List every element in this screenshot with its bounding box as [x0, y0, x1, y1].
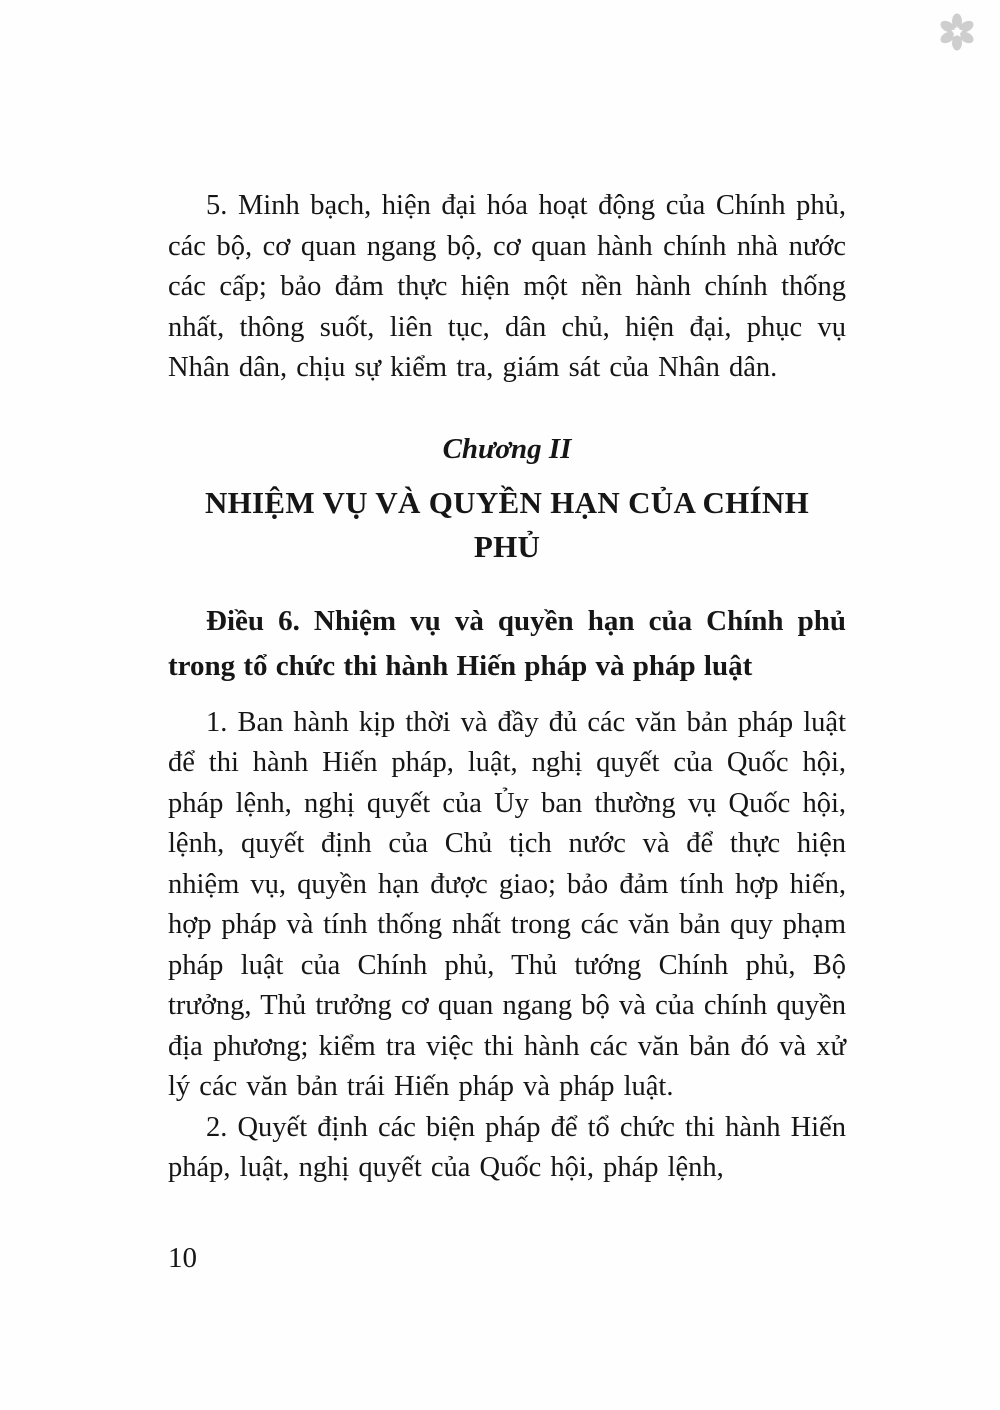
florette-icon: [938, 13, 976, 51]
paragraph-clause-5: 5. Minh bạch, hiện đại hóa hoạt động của Chính phủ, các bộ, cơ quan ngang bộ, cơ quan hành chính nhà nước các cấp; bảo đảm thực hiện một nền hành chính thống nhất, thông suốt, liên tục, dân chủ, hiện đại, phục vụ Nhân dân, chịu sự kiểm tra, giám sát của Nhân dân.: [168, 190, 846, 383]
article-6-heading: Điều 6. Nhiệm vụ và quyền hạn của Chính phủ trong tổ chức thi hành Hiến pháp và pháp luật: [168, 604, 846, 682]
page-number: 10: [168, 1242, 197, 1274]
chapter-label: Chương II: [442, 432, 572, 465]
text-column: [168, 186, 846, 1189]
chapter-title: NHIỆM VỤ VÀ QUYỀN HẠN CỦA CHÍNH PHỦ: [204, 484, 810, 564]
paragraph-clause-2: 2. Quyết định các biện pháp để tổ chức thi hành Hiến pháp, luật, nghị quyết của Quốc hội, pháp lệnh,: [168, 1111, 846, 1183]
paragraph-clause-1: 1. Ban hành kịp thời và đầy đủ các văn bản pháp luật để thi hành Hiến pháp, luật, nghị quyết của Quốc hội, pháp lệnh, nghị quyết của Ủy ban thường vụ Quốc hội, lệnh, quyết định của Chủ tịch nước và để thực hiện nhiệm vụ, quyền hạn được giao; bảo đảm tính hợp hiến, hợp pháp và tính thống nhất trong các văn bản quy phạm pháp luật của Chính phủ, Thủ tướng Chính phủ, Bộ trưởng, Thủ trưởng cơ quan ngang bộ và của chính quyền địa phương; kiểm tra việc thi hành các văn bản đó và xử lý các văn bản trái Hiến pháp và pháp luật.: [168, 706, 846, 1102]
